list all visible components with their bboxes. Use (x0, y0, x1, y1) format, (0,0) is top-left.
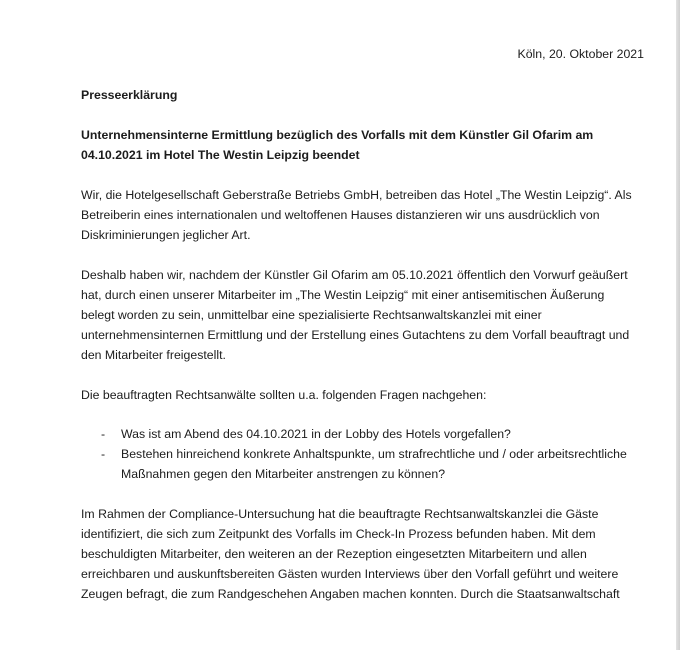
page-edge (676, 0, 680, 650)
questions-list (81, 424, 641, 484)
paragraph-investigation: Im Rahmen der Compliance-Untersuchung hat die beauftragte Rechtsanwaltskanzlei die Gäste identifiziert, die sich zum Zeitpunkt des Vorfalls im Check-In Prozess befunden haben. Mit dem beschuldigten Mitarbeiter, den weiteren an der Rezeption eingesetzten Mitarbeitern und allen erreichbaren und auskunftsbereiten Gästen wurden Interviews über den Vorfall geführt und weitere Zeugen befragt, die zum Randgeschehen Angaben machen konnten. Durch die Staatsanwaltschaft (81, 507, 620, 601)
list-item-text: Bestehen hinreichend konkrete Anhaltspunkte, um strafrechtliche und / oder arbeitsrechtliche Maßnahmen gegen den Mitarbeiter anstrengen zu können? (121, 447, 627, 481)
paragraph-allegation: Deshalb haben wir, nachdem der Künstler Gil Ofarim am 05.10.2021 öffentlich den Vorwurf geäußert hat, durch einen unserer Mitarbeiter im „The Westin Leipzig“ mit einer antisemitischen Äußerung belegt worden zu sein, unmittelbar eine spezialisierte Rechtsanwaltskanzlei mit einer unternehmensinternen Ermittlung und der Erstellung eines Gutachtens zu dem Vorfall beauftragt und den Mitarbeiter freigestellt. (81, 268, 630, 362)
list-item (81, 444, 641, 484)
list-item-text: Was ist am Abend des 04.10.2021 in der Lobby des Hotels vorgefallen? (121, 427, 511, 441)
document-body (81, 44, 644, 604)
paragraph-questions-intro: Die beauftragten Rechtsanwälte sollten u.a. folgenden Fragen nachgehen: (81, 388, 487, 402)
list-dash: - (101, 427, 106, 441)
list-dash: - (101, 447, 106, 461)
document-label: Presseerklärung (81, 88, 178, 102)
date-line: Köln, 20. Oktober 2021 (517, 47, 644, 61)
paragraph-intro: Wir, die Hotelgesellschaft Geberstraße Betriebs GmbH, betreiben das Hotel „The Westin Leipzig“. Als Betreiberin eines internationalen und weltoffenen Hauses distanzieren wir uns ausdrücklich von Diskriminierungen jeglicher Art. (81, 188, 632, 242)
document-headline: Unternehmensinterne Ermittlung bezüglich des Vorfalls mit dem Künstler Gil Ofarim am 04.10.2021 im Hotel The Westin Leipzig beendet (81, 128, 594, 162)
list-item (81, 424, 641, 444)
